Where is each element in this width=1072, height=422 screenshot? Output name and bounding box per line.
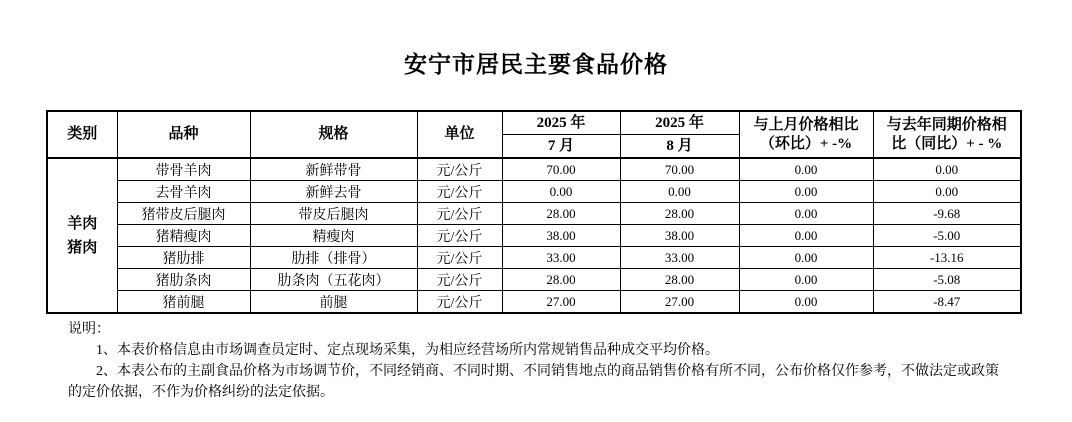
- variety-cell: 猪前腿: [117, 291, 250, 314]
- spec-cell: 精瘦肉: [250, 225, 417, 247]
- variety-cell: 猪肋排: [117, 247, 250, 269]
- mom-cell: 0.00: [739, 247, 873, 269]
- table-row: [47, 225, 1021, 247]
- table-row: [47, 158, 1021, 181]
- unit-cell: 元/公斤: [417, 225, 502, 247]
- price-jul-cell: 28.00: [502, 203, 620, 225]
- header-category: 类别: [47, 111, 117, 158]
- table-row: [47, 247, 1021, 269]
- price-jul-cell: 33.00: [502, 247, 620, 269]
- price-aug-cell: 0.00: [620, 181, 739, 203]
- notes-section: [68, 319, 1006, 403]
- header-variety: 品种: [117, 111, 250, 158]
- variety-cell: 猪精瘦肉: [117, 225, 250, 247]
- unit-cell: 元/公斤: [417, 291, 502, 314]
- table-header: [47, 111, 1021, 158]
- unit-cell: 元/公斤: [417, 181, 502, 203]
- header-unit: 单位: [417, 111, 502, 158]
- mom-cell: 0.00: [739, 291, 873, 314]
- yoy-cell: 0.00: [873, 158, 1021, 181]
- table-row: [47, 291, 1021, 314]
- category-line1: 羊肉: [67, 215, 98, 232]
- unit-cell: 元/公斤: [417, 247, 502, 269]
- price-jul-cell: 27.00: [502, 291, 620, 314]
- yoy-cell: 0.00: [873, 181, 1021, 203]
- unit-cell: 元/公斤: [417, 203, 502, 225]
- note-2: 2、本表公布的主副食品价格为市场调节价，不同经销商、不同时期、不同销售地点的商品销售价格有所不同，公布价格仅作参考，不做法定或政策的定价依据，不作为价格纠纷的法定依据。: [68, 364, 999, 400]
- header-mom-line2: （环比）+ -%: [759, 135, 853, 152]
- table-row: [47, 181, 1021, 203]
- note-1: 1、本表价格信息由市场调查员定时、定点现场采集，为相应经营场所内常规销售品种成交平均价格。: [96, 343, 719, 358]
- variety-cell: 猪肋条肉: [117, 269, 250, 291]
- price-aug-cell: 28.00: [620, 269, 739, 291]
- category-line2: 猪肉: [67, 239, 98, 256]
- spec-cell: 前腿: [250, 291, 417, 314]
- notes-label: 说明：: [68, 322, 110, 337]
- price-jul-cell: 0.00: [502, 181, 620, 203]
- header-yoy: [873, 111, 1021, 158]
- header-yoy-line1: 与去年同期价格相: [886, 116, 1007, 133]
- price-aug-cell: 38.00: [620, 225, 739, 247]
- table-row: [47, 203, 1021, 225]
- unit-cell: 元/公斤: [417, 158, 502, 181]
- price-jul-cell: 28.00: [502, 269, 620, 291]
- mom-cell: 0.00: [739, 181, 873, 203]
- table-body: [47, 158, 1021, 313]
- category-cell: [47, 158, 117, 313]
- mom-cell: 0.00: [739, 225, 873, 247]
- food-price-table: [46, 110, 1022, 314]
- header-jul-month: 7 月: [502, 135, 620, 159]
- header-yoy-line2: 比（同比）+ - %: [891, 135, 1003, 152]
- table-row: [47, 269, 1021, 291]
- variety-cell: 猪带皮后腿肉: [117, 203, 250, 225]
- yoy-cell: -5.08: [873, 269, 1021, 291]
- spec-cell: 肋条肉（五花肉）: [250, 269, 417, 291]
- price-jul-cell: 38.00: [502, 225, 620, 247]
- spec-cell: 带皮后腿肉: [250, 203, 417, 225]
- header-spec: 规格: [250, 111, 417, 158]
- header-aug-month: 8 月: [620, 135, 739, 159]
- price-aug-cell: 27.00: [620, 291, 739, 314]
- spec-cell: 新鲜去骨: [250, 181, 417, 203]
- price-aug-cell: 28.00: [620, 203, 739, 225]
- spec-cell: 新鲜带骨: [250, 158, 417, 181]
- header-mom-line1: 与上月价格相比: [753, 116, 859, 133]
- mom-cell: 0.00: [739, 203, 873, 225]
- variety-cell: 带骨羊肉: [117, 158, 250, 181]
- header-mom: [739, 111, 873, 158]
- unit-cell: 元/公斤: [417, 269, 502, 291]
- price-jul-cell: 70.00: [502, 158, 620, 181]
- header-aug-year: 2025 年: [620, 111, 739, 135]
- page-title: 安宁市居民主要食品价格: [404, 52, 668, 77]
- variety-cell: 去骨羊肉: [117, 181, 250, 203]
- mom-cell: 0.00: [739, 158, 873, 181]
- price-aug-cell: 70.00: [620, 158, 739, 181]
- yoy-cell: -8.47: [873, 291, 1021, 314]
- header-jul-year: 2025 年: [502, 111, 620, 135]
- yoy-cell: -13.16: [873, 247, 1021, 269]
- yoy-cell: -9.68: [873, 203, 1021, 225]
- yoy-cell: -5.00: [873, 225, 1021, 247]
- price-aug-cell: 33.00: [620, 247, 739, 269]
- mom-cell: 0.00: [739, 269, 873, 291]
- spec-cell: 肋排（排骨）: [250, 247, 417, 269]
